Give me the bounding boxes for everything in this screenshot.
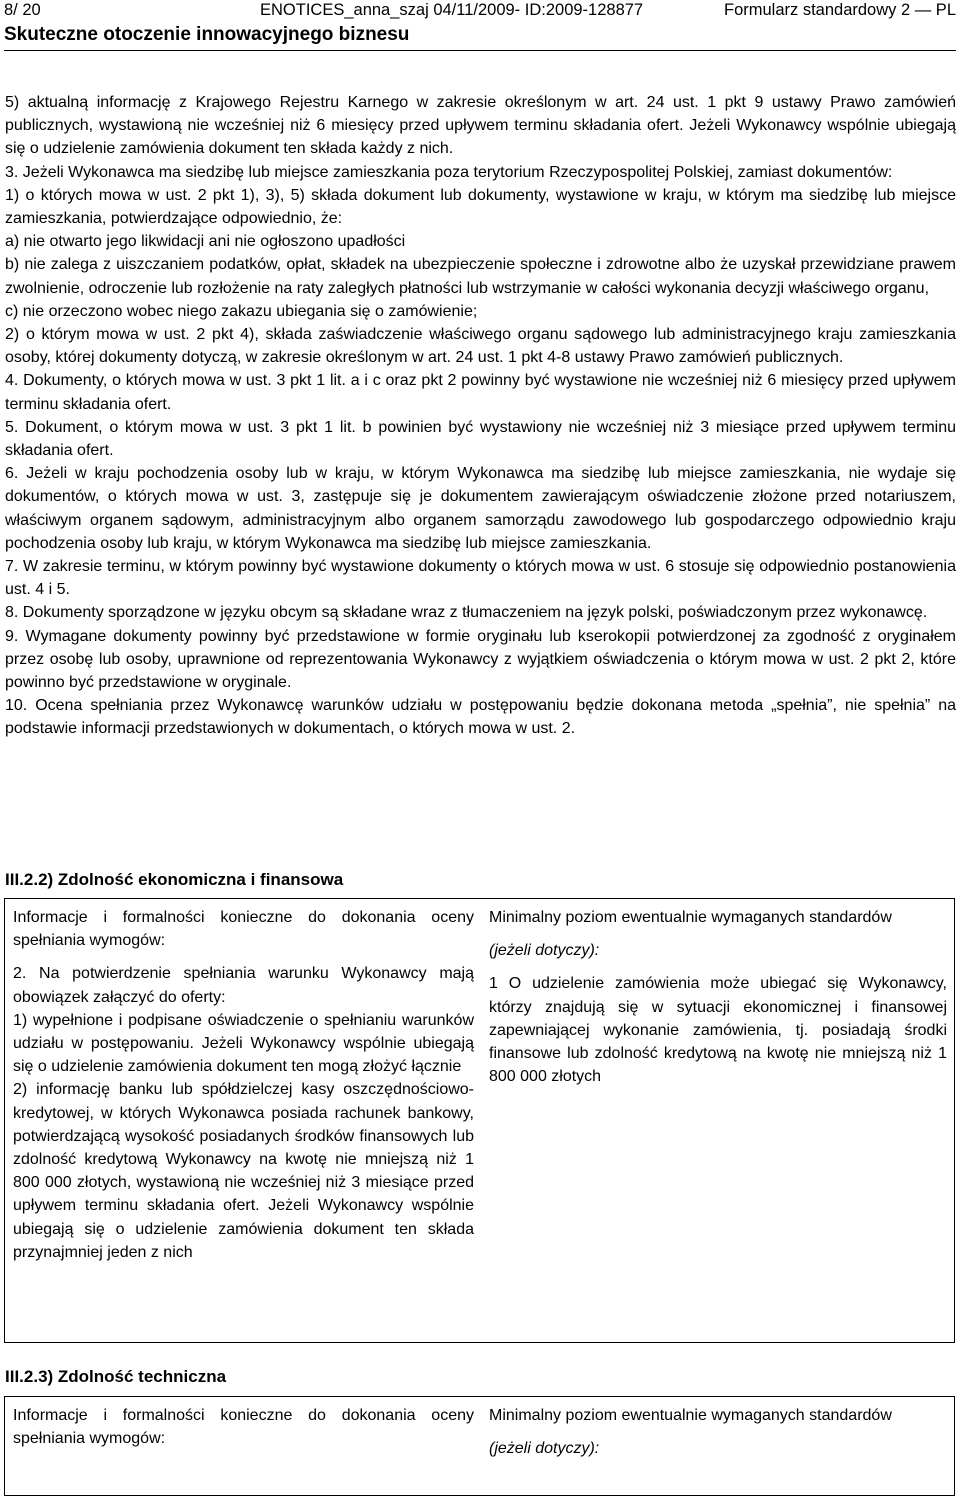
paragraph: c) nie orzeczono wobec niego zakazu ubiegania się o zamówienie; [5, 302, 478, 320]
economic-right-column [489, 906, 947, 1088]
paragraph: a) nie otwarto jego likwidacji ani nie ogłoszono upadłości [5, 233, 406, 251]
paragraph: 8. Dokumenty sporządzone w języku obcym są składane wraz z tłumaczeniem na język polski, poświadczonym przez wykonawcę. [5, 604, 928, 622]
right-column-note: (jeżeli dotyczy): [489, 1440, 600, 1458]
paragraph: 6. Jeżeli w kraju pochodzenia osoby lub w kraju, w którym Wykonawca ma siedzibę lub miejsce zamieszkania, nie wydaje się dokumentów, o których mowa w ust. 3, zastępuje się je dokumentem zawierającym oświadczenie złożone przed notariuszem, właściwym organem sądowym, administracyjnym albo organem samorządu zawodowego lub gospodarczego odpowiednio kraju pochodzenia osoby lub kraju, w którym Wykonawca ma siedzibę lub miejsce zamieszkania. [5, 465, 956, 552]
left-column-heading: Informacje i formalności konieczne do dokonania oceny spełniania wymogów: [13, 1407, 474, 1448]
right-column-heading: Minimalny poziom ewentualnie wymaganych standardów [489, 909, 892, 926]
header-divider [4, 50, 956, 51]
left-column-heading: Informacje i formalności konieczne do dokonania oceny spełniania wymogów: [13, 909, 474, 950]
economic-requirements-box [4, 898, 955, 1343]
left-paragraph: 2) informację banku lub spółdzielczej kasy oszczędnościowo-kredytowej, w których Wykonawca posiada rachunek bankowy, potwierdzającą wysokość posiadanych środków finansowych lub zdolność kredytową Wykonawcy na kwotę nie mniejszą niż 1 800 000 złotych, wystawioną nie wcześniej niż 3 miesiące przed upływem terminu składania ofert. Jeżeli Wykonawcy wspólnie ubiegają się o udzielenie zamówienia dokument ten składa przynajmniej jeden z nich [13, 1081, 474, 1261]
section-heading-economic: III.2.2) Zdolność ekonomiczna i finansowa [5, 870, 344, 889]
form-name: Formularz standardowy 2 — PL [723, 1, 956, 19]
paragraph: 3. Jeżeli Wykonawca ma siedzibę lub miejsce zamieszkania poza terytorium Rzeczypospolitej Polskiej, zamiast dokumentów: [5, 163, 893, 181]
paragraph: 5. Dokument, o którym mowa w ust. 3 pkt 1 lit. b powinien być wystawiony nie wcześniej niż 3 miesiące przed upływem terminu składania ofert. [5, 418, 956, 460]
paragraph: b) nie zalega z uiszczaniem podatków, opłat, składek na ubezpieczenie społeczne i zdrowotne albo że uzyskał przewidziane prawem zwolnienie, odroczenie lub rozłożenie na raty zaległych płatności lub wstrzymanie w całości wykonania decyzji właściwego organu, [5, 256, 956, 297]
body-text [5, 91, 956, 741]
left-paragraph: 1) wypełnione i podpisane oświadczenie o spełnianiu warunków udziału w postępowaniu. Jeżeli Wykonawcy wspólnie ubiegają się o udzielenie zamówienia dokument ten mogą złożyć łącznie [13, 1011, 474, 1076]
left-paragraph: 2. Na potwierdzenie spełniania warunku Wykonawcy mają obowiązek załączyć do oferty: [13, 965, 474, 1006]
paragraph: 1) o których mowa w ust. 2 pkt 1), 3), 5) składa dokument lub dokumenty, wystawione w kraju, w którym ma siedzibę lub miejsce zamieszkania, potwierdzające odpowiednio, że: [5, 186, 956, 228]
page-number: 8/ 20 [4, 1, 41, 19]
paragraph: 9. Wymagane dokumenty powinny być przedstawione w formie oryginału lub kserokopii potwierdzonej za zgodność z oryginałem przez osobę lub osoby, uprawnione od reprezentowania Wykonawcy z wyjątkiem oświadczenia o którym mowa w ust. 2 pkt 2, które powinno być przedstawione w oryginale. [5, 627, 956, 692]
right-column-text: 1 O udzielenie zamówienia może ubiegać się Wykonawcy, którzy znajdują się w sytuacji ekonomicznej i finansowej zapewniającej wykonanie zamówienia, tj. posiadają środki finansowe lub zdolność kredytową na kwotę nie mniejszą niż 1 800 000 złotych [489, 975, 947, 1086]
paragraph: 7. W zakresie terminu, w którym powinny być wystawione dokumenty o których mowa w ust. 6 stosuje się odpowiednio postanowienia ust. 4 i 5. [5, 558, 956, 599]
section-heading-technical: III.2.3) Zdolność techniczna [5, 1367, 227, 1386]
right-column-heading: Minimalny poziom ewentualnie wymaganych standardów [489, 1407, 892, 1424]
technical-left-column [13, 1404, 474, 1450]
paragraph: 4. Dokumenty, o których mowa w ust. 3 pkt 1 lit. a i c oraz pkt 2 powinny być wystawione nie wcześniej niż 6 miesięcy przed upływem terminu składania ofert. [5, 372, 956, 413]
document-title: Skuteczne otoczenie innowacyjnego biznesu [4, 24, 410, 45]
header-meta-line [4, 1, 956, 23]
economic-left-column [13, 906, 474, 1264]
technical-right-column [489, 1404, 947, 1460]
right-column-note: (jeżeli dotyczy): [489, 942, 600, 960]
paragraph: 10. Ocena spełniania przez Wykonawcę warunków udziału w postępowaniu będzie dokonana metoda „spełnia”, nie spełnia” na podstawie informacji przedstawionych w dokumentach, o których mowa w ust. 2. [5, 697, 956, 738]
paragraph: 2) o którym mowa w ust. 2 pkt 4), składa zaświadczenie właściwego organu sądowego lub administracyjnego kraju zamieszkania osoby, której dokumenty dotyczą, w zakresie określonym w art. 24 ust. 1 pkt 4-8 ustawy Prawo zamówień publicznych. [5, 326, 956, 367]
technical-requirements-box [4, 1396, 955, 1496]
page-header [0, 0, 960, 52]
document-id: ENOTICES_anna_szaj 04/11/2009- ID:2009-128877 [260, 1, 644, 19]
paragraph: 5) aktualną informację z Krajowego Rejestru Karnego w zakresie określonym w art. 24 ust. 1 pkt 9 ustawy Prawo zamówień publicznych, wystawioną nie wcześniej niż 6 miesięcy przed upływem terminu składania ofert. Jeżeli Wykonawcy wspólnie ubiegają się o udzielenie zamówienia dokument ten składa każdy z nich. [5, 94, 956, 158]
